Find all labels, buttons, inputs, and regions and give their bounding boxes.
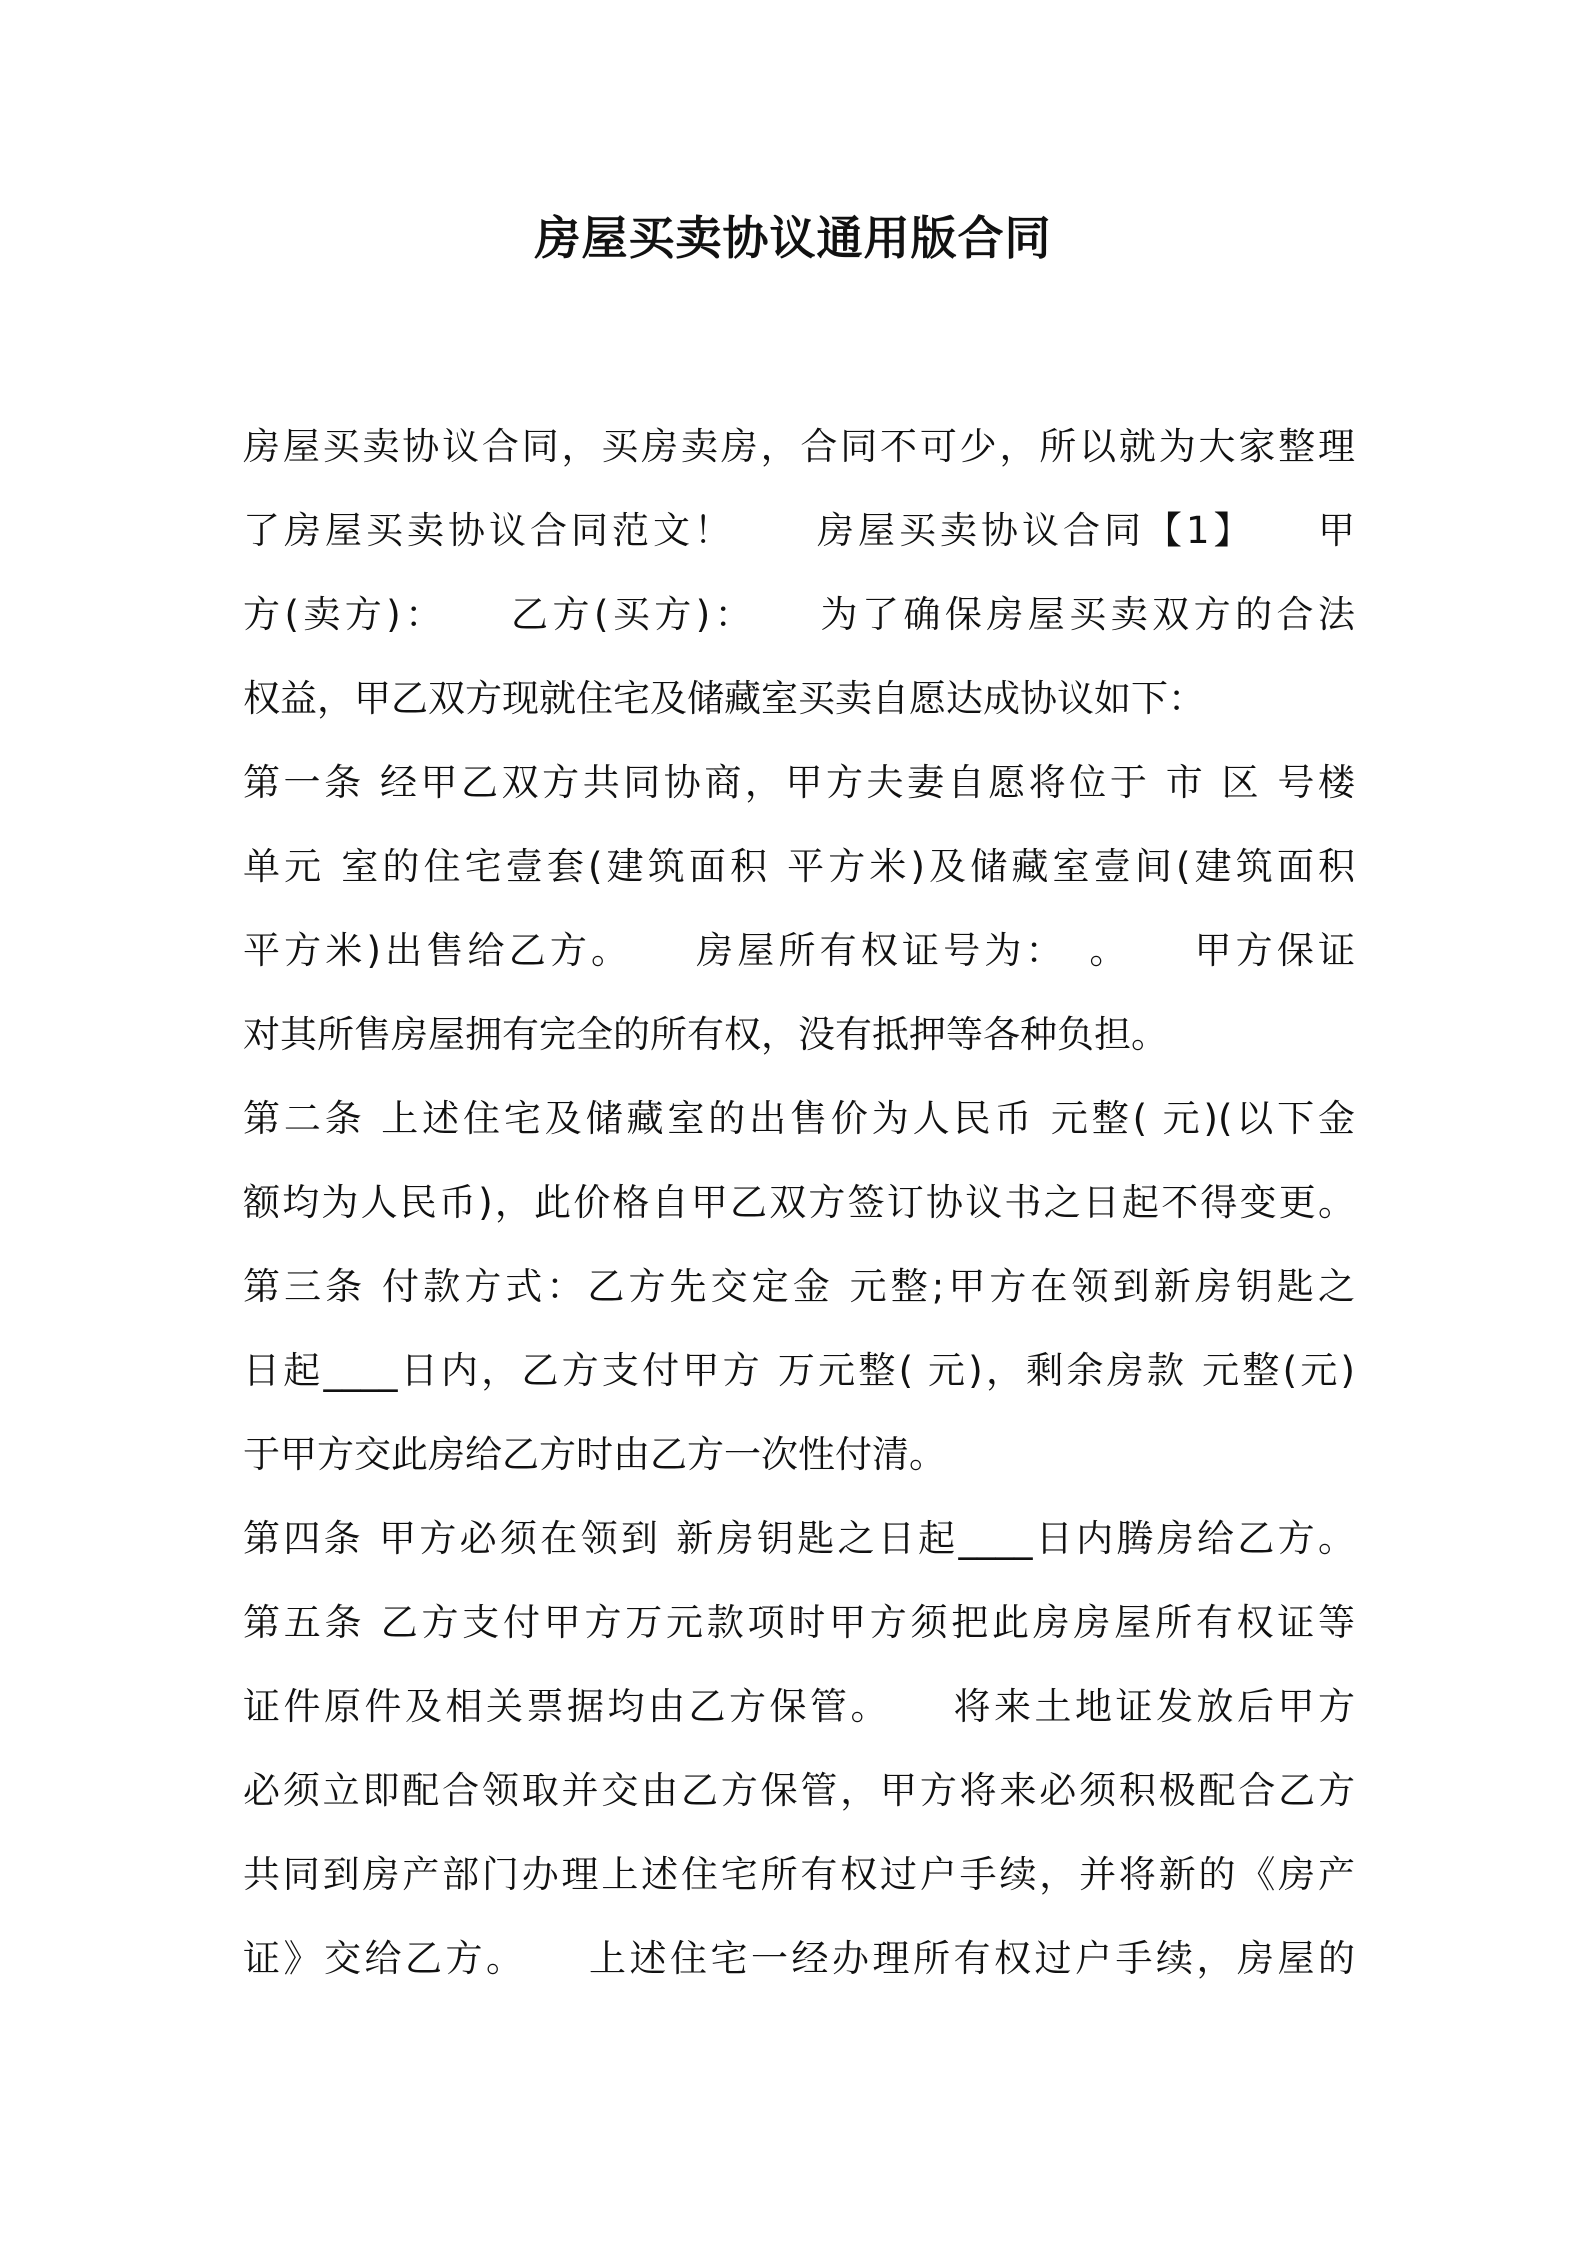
body-line: 第四条 甲方必须在领到 新房钥匙之日起____日内腾房给乙方。 [243,1517,1355,1560]
body-line: 单元 室的住宅壹套(建筑面积 平方米)及储藏室壹间(建筑面积 [243,845,1355,888]
body-line: 了房屋买卖协议合同范文！ 房屋买卖协议合同【1】 甲 [243,509,1355,552]
body-line: 于甲方交此房给乙方时由乙方一次性付清。 [243,1433,946,1476]
body-line: 证件原件及相关票据均由乙方保管。 将来土地证发放后甲方 [243,1685,1355,1728]
body-line: 共同到房产部门办理上述住宅所有权过户手续，并将新的《房产 [243,1853,1355,1896]
body-line: 第二条 上述住宅及储藏室的出售价为人民币 元整( 元)(以下金 [243,1097,1355,1140]
body-line: 平方米)出售给乙方。 房屋所有权证号为： 。 甲方保证 [243,929,1355,972]
body-line: 第三条 付款方式：乙方先交定金 元整;甲方在领到新房钥匙之 [243,1265,1355,1308]
body-line: 方(卖方)： 乙方(买方)： 为了确保房屋买卖双方的合法 [243,593,1355,636]
body-line: 日起____日内，乙方支付甲方 万元整( 元)，剩余房款 元整(元) [243,1349,1355,1392]
body-line: 权益，甲乙双方现就住宅及储藏室买卖自愿达成协议如下： [243,677,1205,720]
body-line: 第一条 经甲乙双方共同协商，甲方夫妻自愿将位于 市 区 号楼 [243,761,1355,804]
body-line: 必须立即配合领取并交由乙方保管，甲方将来必须积极配合乙方 [243,1769,1355,1812]
document-title: 房屋买卖协议通用版合同 [534,211,1052,265]
body-line: 额均为人民币)，此价格自甲乙双方签订协议书之日起不得变更。 [243,1181,1355,1224]
body-line: 证》交给乙方。 上述住宅一经办理所有权过户手续，房屋的 [243,1937,1355,1980]
document-body [243,405,1355,2001]
body-line: 对其所售房屋拥有完全的所有权，没有抵押等各种负担。 [243,1013,1168,1056]
body-line: 第五条 乙方支付甲方万元款项时甲方须把此房房屋所有权证等 [243,1601,1355,1644]
body-line: 房屋买卖协议合同，买房卖房，合同不可少，所以就为大家整理 [243,425,1355,468]
